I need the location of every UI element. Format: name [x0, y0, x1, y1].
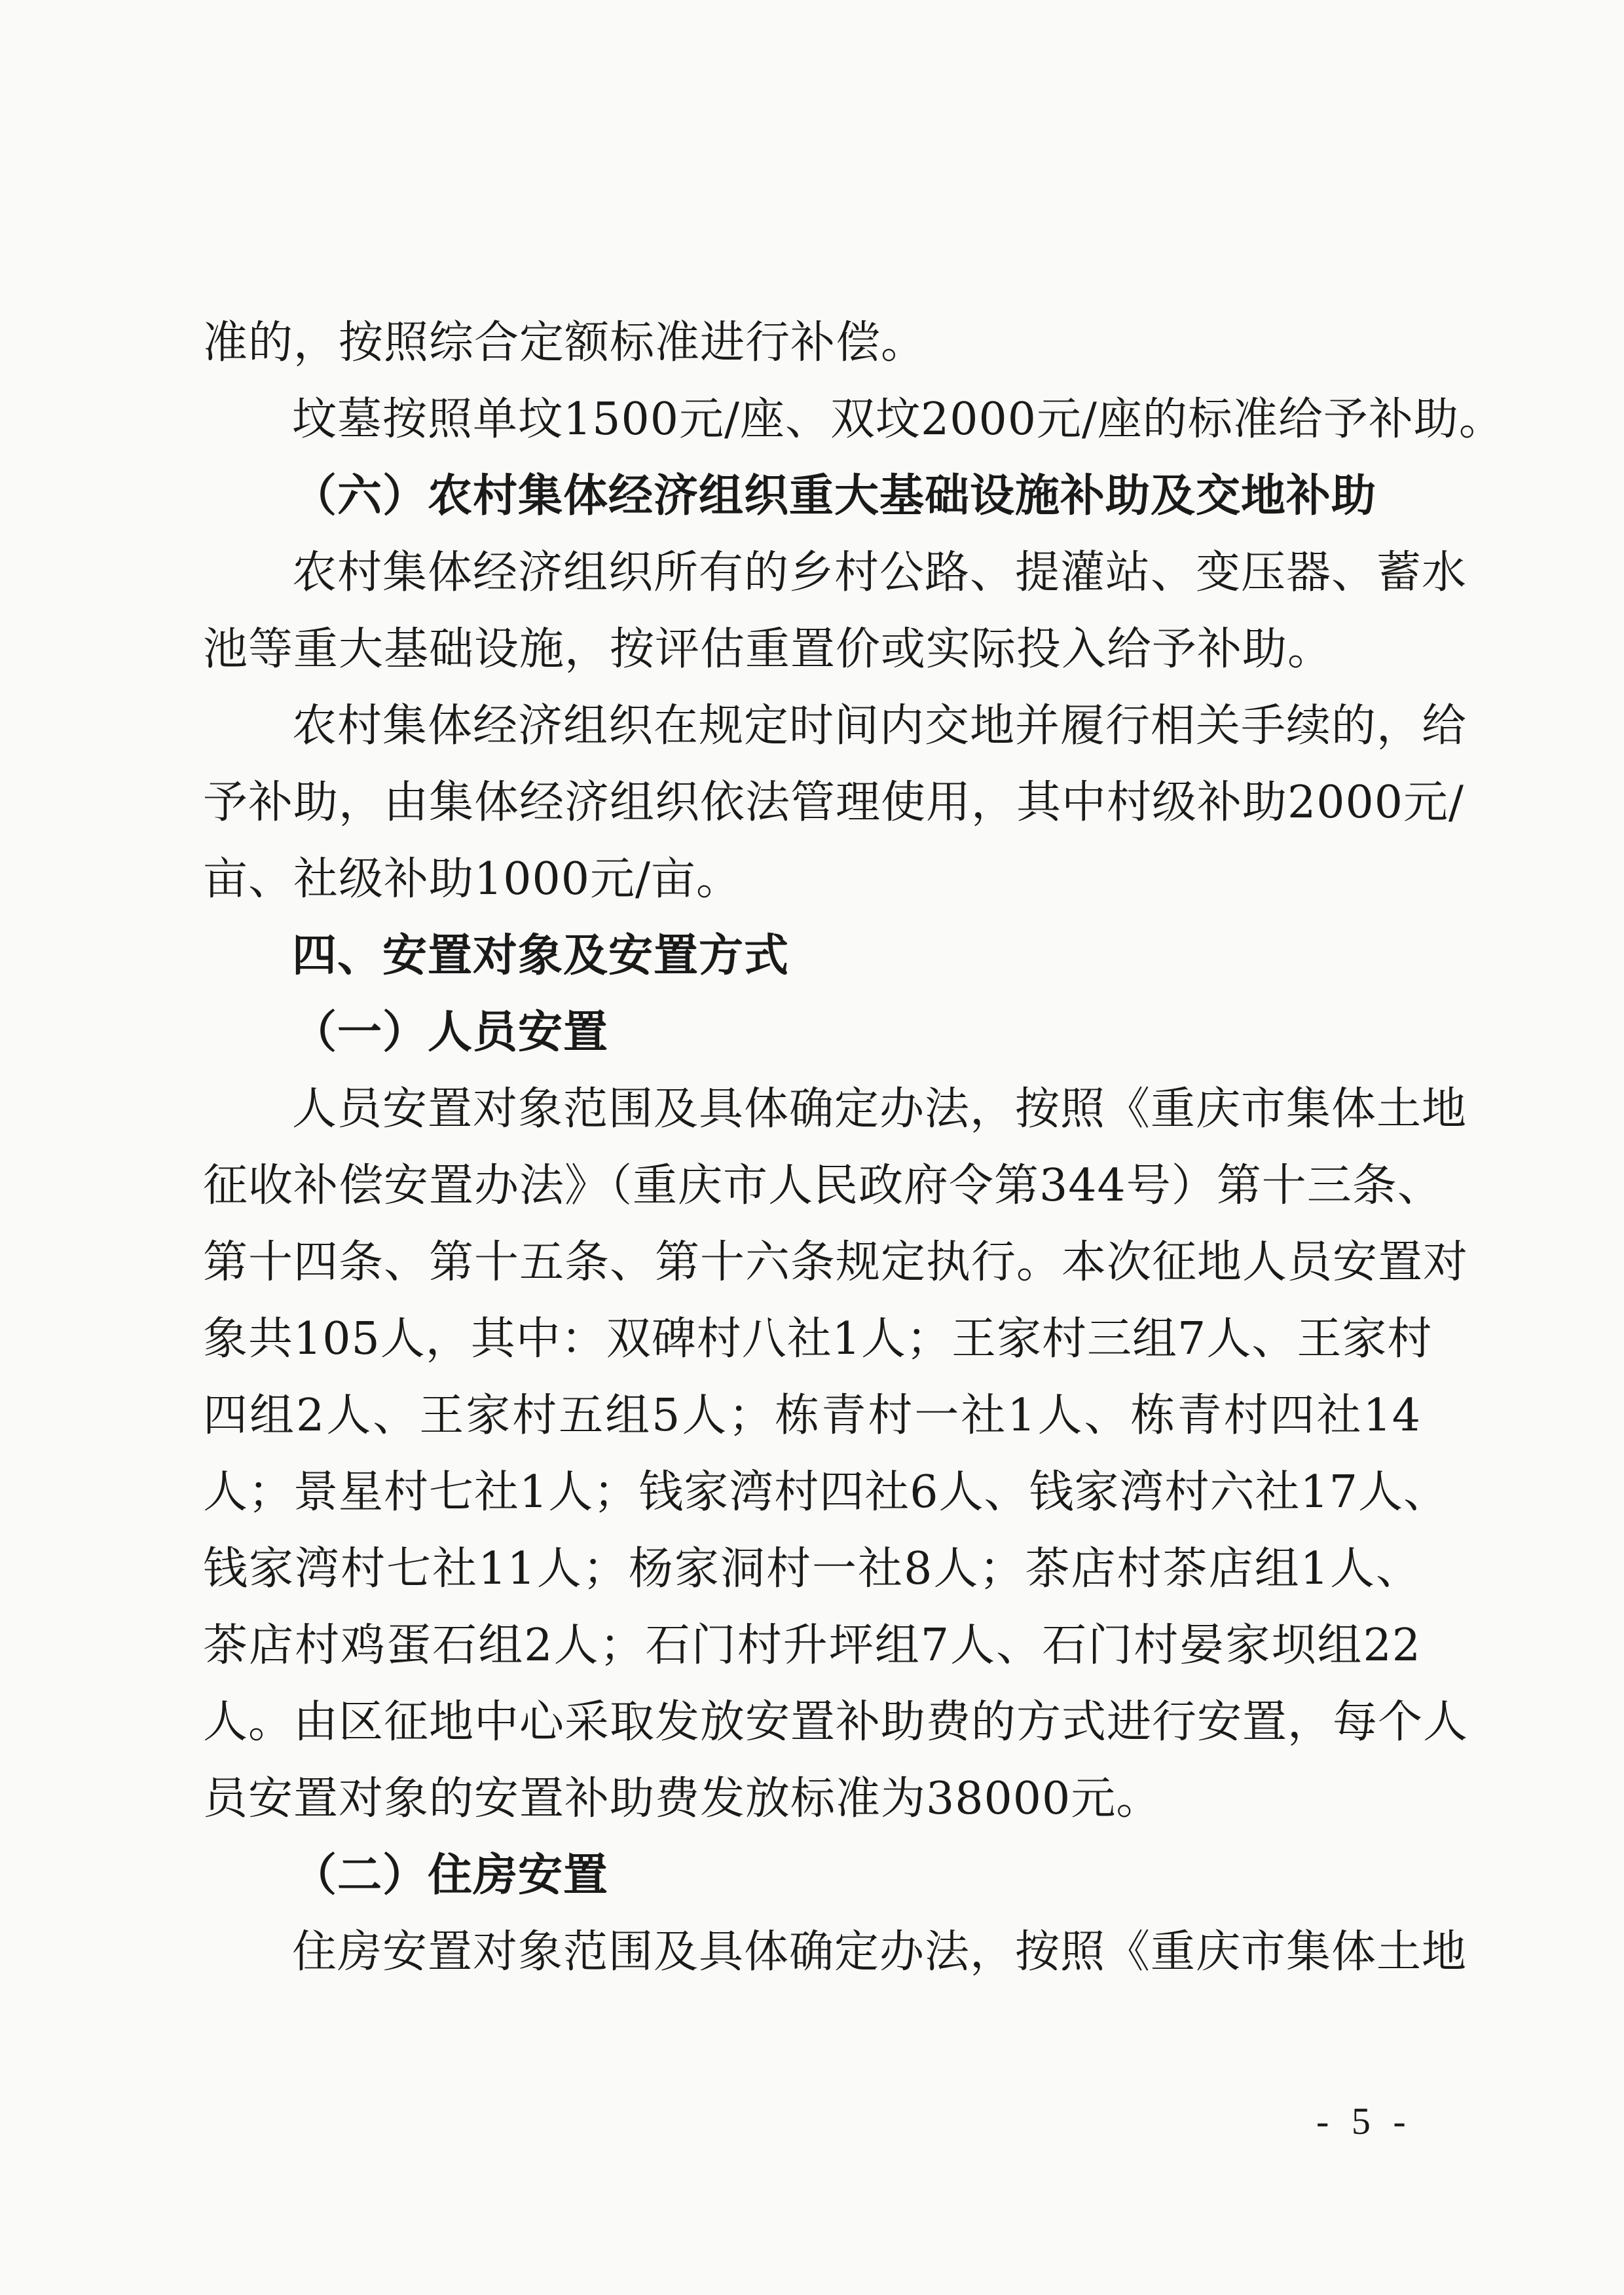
- paragraph-line: 员安置对象的安置补助费发放标准为38000元。: [203, 1773, 1162, 1825]
- paragraph-line: 茶店村鸡蛋石组2人；石门村升坪组7人、石门村晏家坝组22: [203, 1620, 1421, 1671]
- paragraph-line: 农村集体经济组织在规定时间内交地并履行相关手续的，给: [292, 700, 1467, 752]
- paragraph-line: 第十四条、第十五条、第十六条规定执行。本次征地人员安置对: [203, 1237, 1469, 1288]
- paragraph-line: 予补助，由集体经济组织依法管理使用，其中村级补助2000元/: [203, 777, 1464, 829]
- section-heading-6: （六）农村集体经济组织重大基础设施补助及交地补助: [292, 470, 1377, 522]
- paragraph-line: 征收补偿安置办法》（重庆市人民政府令第344号）第十三条、: [203, 1160, 1443, 1212]
- paragraph-line: 人员安置对象范围及具体确定办法，按照《重庆市集体土地: [292, 1083, 1467, 1135]
- paragraph-line: 人。由区征地中心采取发放安置补助费的方式进行安置，每个人: [203, 1696, 1469, 1748]
- subsection-heading-housing: （二）住房安置: [292, 1849, 609, 1901]
- paragraph-line: 池等重大基础设施，按评估重置价或实际投入给予补助。: [203, 624, 1333, 675]
- paragraph-line: 钱家湾村七社11人；杨家洞村一社8人；茶店村茶店组1人、: [203, 1543, 1421, 1595]
- chapter-heading-4: 四、安置对象及安置方式: [292, 930, 790, 982]
- subsection-heading-personnel: （一）人员安置: [292, 1006, 609, 1058]
- paragraph-line: 坟墓按照单坟1500元/座、双坟2000元/座的标准给予补助。: [292, 394, 1504, 445]
- paragraph-line: 亩、社级补助1000元/亩。: [203, 853, 741, 905]
- paragraph-line: 准的，按照综合定额标准进行补偿。: [203, 317, 927, 369]
- paragraph-line: 住房安置对象范围及具体确定办法，按照《重庆市集体土地: [292, 1926, 1467, 1978]
- paragraph-line: 象共105人，其中：双碑村八社1人；王家村三组7人、王家村: [203, 1313, 1433, 1365]
- paragraph-line: 人；景星村七社1人；钱家湾村四社6人、钱家湾村六社17人、: [203, 1466, 1449, 1518]
- page-number: - 5 -: [1316, 2100, 1412, 2142]
- paragraph-line: 四组2人、王家村五组5人；栋青村一社1人、栋青村四社14: [203, 1390, 1421, 1442]
- paragraph-line: 农村集体经济组织所有的乡村公路、提灌站、变压器、蓄水: [292, 547, 1467, 599]
- document-body: [203, 305, 1504, 1990]
